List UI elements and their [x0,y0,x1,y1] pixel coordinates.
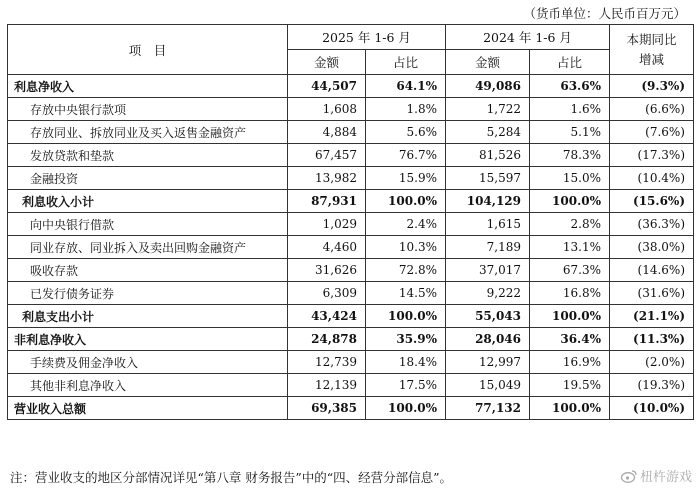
amount-2025: 6,309 [288,282,366,305]
amount-2024: 15,049 [446,374,530,397]
share-2024: 100.0% [530,397,610,420]
share-2024: 16.8% [530,282,610,305]
table-row [8,121,694,144]
amount-2025: 1,608 [288,98,366,121]
table-row [8,259,694,282]
row-label: 同业存放、同业拆入及卖出回购金融资产 [8,236,288,259]
table-row [8,144,694,167]
share-2024: 78.3% [530,144,610,167]
amount-2024: 81,526 [446,144,530,167]
share-2025: 100.0% [366,305,446,328]
share-2025: 100.0% [366,190,446,213]
footnote: 注：营业收支的地区分部情况详见“第八章 财务报告”中的“四、经营分部信息”。 [10,470,453,485]
header-amount-2025: 金额 [288,50,366,75]
share-2025: 64.1% [366,75,446,98]
yoy-change: (10.4%) [610,167,694,190]
table-row [8,305,694,328]
watermark-text: 杻杵游戏 [639,470,692,485]
yoy-change: (15.6%) [610,190,694,213]
table-row [8,328,694,351]
table-row [8,98,694,121]
share-2025: 15.9% [366,167,446,190]
table-row [8,351,694,374]
amount-2024: 55,043 [446,305,530,328]
yoy-change: (21.1%) [610,305,694,328]
amount-2024: 28,046 [446,328,530,351]
amount-2025: 13,982 [288,167,366,190]
share-2024: 100.0% [530,305,610,328]
yoy-change: (14.6%) [610,259,694,282]
header-period-2024: 2024 年 1-6 月 [446,25,610,50]
yoy-change: (38.0%) [610,236,694,259]
header-yoy-line1: 本期同比 [626,31,677,47]
share-2024: 16.9% [530,351,610,374]
amount-2024: 9,222 [446,282,530,305]
amount-2025: 31,626 [288,259,366,282]
yoy-change: (17.3%) [610,144,694,167]
amount-2025: 67,457 [288,144,366,167]
weibo-logo-icon [621,469,637,483]
table-row [8,397,694,420]
row-label: 其他非利息净收入 [8,374,288,397]
currency-unit-note: （货币单位：人民币百万元） [523,6,686,21]
amount-2024: 49,086 [446,75,530,98]
table-row [8,282,694,305]
amount-2024: 12,997 [446,351,530,374]
share-2025: 10.3% [366,236,446,259]
table-row [8,374,694,397]
table-row [8,167,694,190]
amount-2025: 4,884 [288,121,366,144]
yoy-change: (10.0%) [610,397,694,420]
amount-2025: 1,029 [288,213,366,236]
table-body [8,75,694,420]
share-2024: 67.3% [530,259,610,282]
header-share-2024: 占比 [530,50,610,75]
yoy-change: (7.6%) [610,121,694,144]
share-2025: 35.9% [366,328,446,351]
row-label: 利息净收入 [8,75,288,98]
amount-2024: 77,132 [446,397,530,420]
yoy-change: (19.3%) [610,374,694,397]
header-yoy-line2: 增减 [638,51,664,67]
row-label: 已发行债务证券 [8,282,288,305]
share-2024: 15.0% [530,167,610,190]
row-label: 利息收入小计 [8,190,288,213]
yoy-change: (6.6%) [610,98,694,121]
share-2025: 72.8% [366,259,446,282]
row-label: 发放贷款和垫款 [8,144,288,167]
yoy-change: (9.3%) [610,75,694,98]
yoy-change: (31.6%) [610,282,694,305]
amount-2025: 12,739 [288,351,366,374]
share-2025: 5.6% [366,121,446,144]
header-period-2025: 2025 年 1-6 月 [288,25,446,50]
share-2024: 100.0% [530,190,610,213]
amount-2025: 87,931 [288,190,366,213]
yoy-change: (36.3%) [610,213,694,236]
share-2025: 14.5% [366,282,446,305]
header-yoy-change [610,25,694,75]
amount-2025: 44,507 [288,75,366,98]
amount-2025: 12,139 [288,374,366,397]
amount-2024: 15,597 [446,167,530,190]
row-label: 非利息净收入 [8,328,288,351]
share-2025: 2.4% [366,213,446,236]
table-row [8,190,694,213]
income-table [7,24,694,420]
yoy-change: (2.0%) [610,351,694,374]
share-2025: 18.4% [366,351,446,374]
amount-2025: 24,878 [288,328,366,351]
share-2025: 1.8% [366,98,446,121]
amount-2025: 43,424 [288,305,366,328]
amount-2024: 7,189 [446,236,530,259]
share-2025: 76.7% [366,144,446,167]
share-2024: 19.5% [530,374,610,397]
row-label: 利息支出小计 [8,305,288,328]
amount-2025: 69,385 [288,397,366,420]
amount-2024: 1,722 [446,98,530,121]
header-amount-2024: 金额 [446,50,530,75]
row-label: 存放同业、拆放同业及买入返售金融资产 [8,121,288,144]
row-label: 向中央银行借款 [8,213,288,236]
amount-2025: 4,460 [288,236,366,259]
share-2024: 5.1% [530,121,610,144]
row-label: 吸收存款 [8,259,288,282]
amount-2024: 104,129 [446,190,530,213]
header-share-2025: 占比 [366,50,446,75]
share-2025: 17.5% [366,374,446,397]
amount-2024: 37,017 [446,259,530,282]
share-2024: 2.8% [530,213,610,236]
row-label: 金融投资 [8,167,288,190]
row-label: 存放中央银行款项 [8,98,288,121]
amount-2024: 1,615 [446,213,530,236]
watermark [621,466,692,485]
header-item: 项 目 [8,25,288,75]
table-row [8,213,694,236]
row-label: 营业收入总额 [8,397,288,420]
table-row [8,236,694,259]
share-2024: 13.1% [530,236,610,259]
share-2024: 36.4% [530,328,610,351]
share-2025: 100.0% [366,397,446,420]
table-row [8,75,694,98]
row-label: 手续费及佣金净收入 [8,351,288,374]
amount-2024: 5,284 [446,121,530,144]
share-2024: 63.6% [530,75,610,98]
yoy-change: (11.3%) [610,328,694,351]
share-2024: 1.6% [530,98,610,121]
